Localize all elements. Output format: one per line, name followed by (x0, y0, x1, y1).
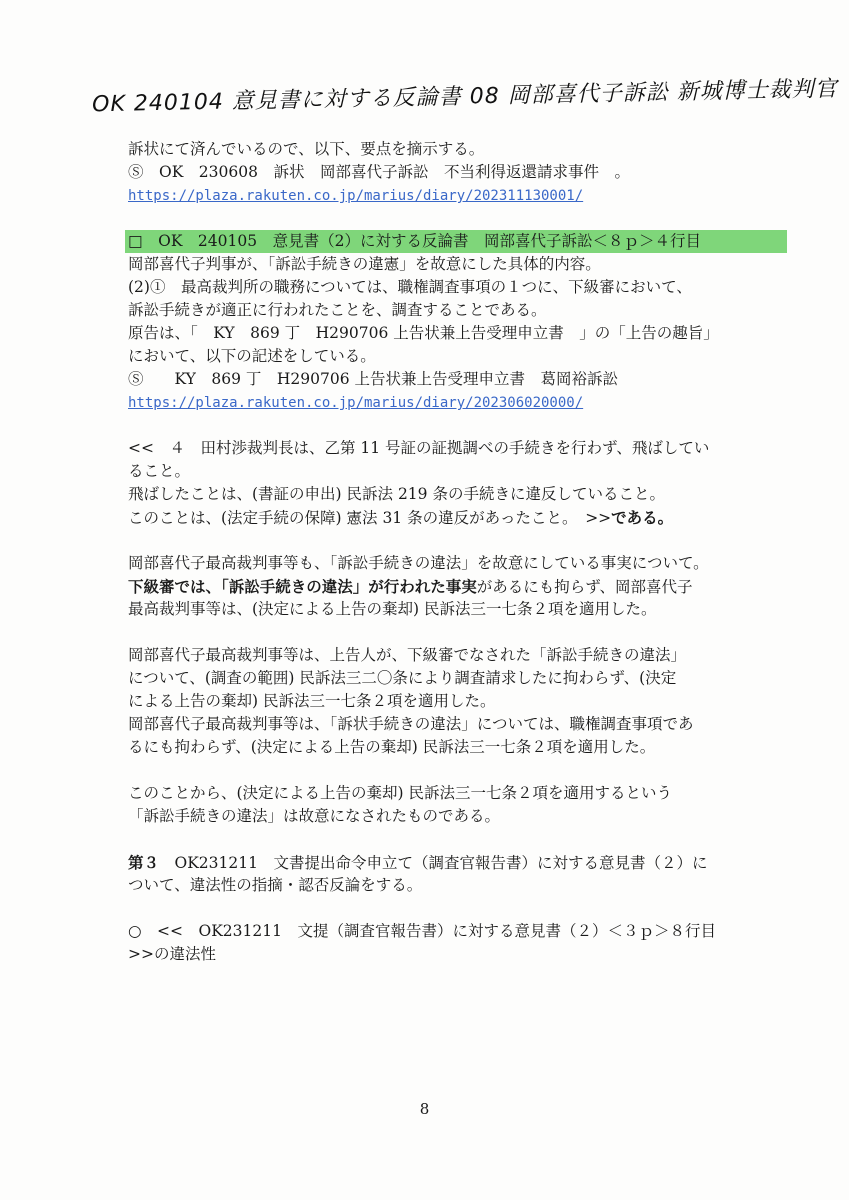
line-text: ○ << OK231211 文提（調査官報告書）に対する意見書（２）＜３ｐ＞８行目 (128, 922, 716, 940)
bold-text: 第３ (128, 853, 160, 872)
text-line (128, 299, 788, 322)
line-text: 岡部喜代子判事が、「訴訟手続きの違憲」を故意にした具体的内容。 (128, 255, 601, 273)
text-line (128, 138, 788, 161)
handwritten-header: OK 240104 意見書に対する反論書 08 岡部喜代子訴訟 新城博士裁判官 (91, 76, 838, 118)
text-line (128, 920, 788, 943)
line-text: 訴状にて済んでいるので、以下、要点を摘示する。 (128, 140, 485, 158)
text-line (128, 253, 788, 276)
blank-line (128, 621, 788, 644)
line-text: Ⓢ KY 869 丁 H290706 上告状兼上告受理申立書 葛岡裕訴訟 (128, 370, 619, 388)
line-text: があるにも拘らず、岡部喜代子 (476, 578, 693, 596)
line-text: 「訴訟手続きの違法」は故意になされたものである。 (128, 807, 501, 825)
text-line (128, 552, 788, 575)
bold-text: 下級審では、「訴訟手続きの違法」が行われた事実 (128, 577, 477, 596)
text-line (128, 161, 788, 184)
text-line (128, 851, 788, 874)
line-text: 飛ばしたことは、(書証の申出) 民訴法 219 条の手続きに違反していること。 (128, 485, 665, 503)
text-line (128, 483, 788, 506)
line-text: において、以下の記述をしている。 (128, 347, 376, 365)
text-line (128, 368, 788, 391)
line-text: るにも拘わらず、(決定による上告の棄却) 民訴法三一七条２項を適用した。 (128, 738, 656, 756)
text-line (128, 506, 788, 529)
blank-line (128, 759, 788, 782)
line-text: 岡部喜代子最高裁判事等も、「訴訟手続きの違法」を故意にしている事実について。 (128, 554, 709, 572)
text-line (128, 575, 788, 598)
page-number: 8 (419, 1100, 430, 1118)
text-line (128, 690, 788, 713)
text-line (128, 437, 788, 460)
text-line (128, 391, 788, 414)
line-text: このことは、(法定手続の保障) 憲法 31 条の違反があったこと。 >> (128, 509, 612, 527)
blank-line (128, 897, 788, 920)
line-text: >>の違法性 (128, 945, 216, 963)
diary-link[interactable]: https://plaza.rakuten.co.jp/marius/diary/202311130001/ (128, 188, 584, 204)
line-text: 原告は、「 KY 869 丁 H290706 上告状兼上告受理申立書 」の「上告の趣旨」 (128, 324, 719, 342)
text-line (128, 713, 788, 736)
line-text: 岡部喜代子最高裁判事等は、「訴状手続きの違法」については、職権調査事項であ (128, 715, 694, 733)
text-line (128, 874, 788, 897)
line-text: Ⓢ OK 230608 訴状 岡部喜代子訴訟 不当利得返還請求事件 。 (128, 163, 630, 181)
text-line (128, 184, 788, 207)
blank-line (128, 828, 788, 851)
line-text: ること。 (128, 462, 191, 480)
line-text: ついて、違法性の指摘・認否反論をする。 (128, 876, 423, 894)
text-line (128, 805, 788, 828)
line-text: (2)① 最高裁判所の職務については、職権調査事項の１つに、下級審において、 (128, 278, 692, 296)
line-text: 最高裁判事等は、(決定による上告の棄却) 民訴法三一七条２項を適用した。 (128, 600, 657, 618)
line-text: について、(調査の範囲) 民訴法三二〇条により調査請求したに拘わらず、(決定 (128, 669, 677, 687)
diary-link[interactable]: https://plaza.rakuten.co.jp/marius/diary/202306020000/ (128, 395, 584, 411)
text-line (128, 736, 788, 759)
line-text: 訴訟手続きが適正に行われたことを、調査することである。 (128, 301, 547, 319)
text-line (128, 598, 788, 621)
text-line (128, 943, 788, 966)
line-text: 岡部喜代子最高裁判事等は、上告人が、下級審でなされた「訴訟手続きの違法」 (128, 646, 687, 664)
text-line (128, 276, 788, 299)
text-line (128, 230, 788, 253)
line-text: このことから、(決定による上告の棄却) 民訴法三一七条２項を適用するという (128, 784, 673, 802)
text-line (128, 322, 788, 345)
blank-line (128, 207, 788, 230)
highlighted-heading: □ OK 240105 意見書（2）に対する反論書 岡部喜代子訴訟＜８ｐ＞４行目 (125, 230, 787, 253)
line-text: OK231211 文書提出命令申立て（調査官報告書）に対する意見書（２）に (159, 854, 708, 872)
line-text: による上告の棄却) 民訴法三一七条２項を適用した。 (128, 692, 496, 710)
text-line (128, 667, 788, 690)
text-line (128, 782, 788, 805)
text-line (128, 345, 788, 368)
bold-text: である。 (611, 508, 674, 527)
document-body (128, 138, 788, 966)
line-text: << ４ 田村渉裁判長は、乙第 11 号証の証拠調べの手続きを行わず、飛ばしてい (128, 439, 710, 457)
blank-line (128, 414, 788, 437)
text-line (128, 644, 788, 667)
blank-line (128, 529, 788, 552)
text-line (128, 460, 788, 483)
